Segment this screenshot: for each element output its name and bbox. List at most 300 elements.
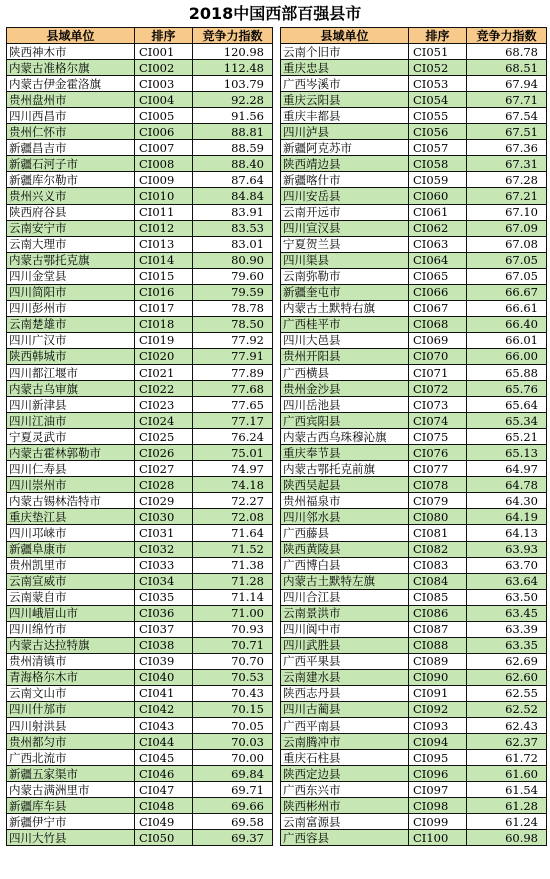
index-value-cell: 61.24 [467,814,547,830]
county-name-cell: 四川江油市 [7,413,135,429]
county-name-cell: 广西平南县 [281,718,409,734]
rank-code-cell: CI058 [409,156,467,172]
index-value-cell: 80.90 [193,252,273,268]
index-value-cell: 62.55 [467,685,547,701]
county-name-cell: 广西容县 [281,830,409,846]
index-value-cell: 88.81 [193,124,273,140]
index-value-cell: 77.91 [193,348,273,364]
index-value-cell: 67.51 [467,124,547,140]
table-row [281,669,547,685]
table-row [7,734,273,750]
county-name-cell: 云南蒙自市 [7,589,135,605]
rank-code-cell: CI046 [135,766,193,782]
rank-code-cell: CI056 [409,124,467,140]
rank-code-cell: CI094 [409,734,467,750]
table-row [7,461,273,477]
county-name-cell: 新疆喀什市 [281,172,409,188]
county-name-cell: 内蒙古锡林浩特市 [7,493,135,509]
rank-code-cell: CI051 [409,44,467,60]
index-value-cell: 67.36 [467,140,547,156]
county-name-cell: 内蒙古满洲里市 [7,782,135,798]
rank-code-cell: CI047 [135,782,193,798]
rank-code-cell: CI072 [409,381,467,397]
county-name-cell: 四川宣汉县 [281,220,409,236]
county-name-cell: 云南安宁市 [7,220,135,236]
index-value-cell: 67.10 [467,204,547,220]
index-value-cell: 69.66 [193,798,273,814]
table-row [7,637,273,653]
table-row [7,573,273,589]
header-index: 竞争力指数 [193,28,273,44]
index-value-cell: 63.50 [467,589,547,605]
rank-code-cell: CI044 [135,734,193,750]
table-row [7,445,273,461]
county-name-cell: 四川邻水县 [281,509,409,525]
county-name-cell: 四川合江县 [281,589,409,605]
county-name-cell: 四川安岳县 [281,188,409,204]
table-row [281,364,547,380]
rank-code-cell: CI037 [135,621,193,637]
county-name-cell: 四川崇州市 [7,477,135,493]
rank-code-cell: CI079 [409,493,467,509]
table-row [281,316,547,332]
rank-code-cell: CI085 [409,589,467,605]
table-row [281,541,547,557]
county-name-cell: 四川西昌市 [7,108,135,124]
county-name-cell: 内蒙古土默特左旗 [281,573,409,589]
index-value-cell: 72.27 [193,493,273,509]
page-title: 2018中国西部百强县市 [188,4,362,23]
county-name-cell: 重庆云阳县 [281,92,409,108]
county-name-cell: 云南大理市 [7,236,135,252]
table-row [281,701,547,717]
county-name-cell: 云南富源县 [281,814,409,830]
table-row [281,573,547,589]
rank-code-cell: CI023 [135,397,193,413]
table-row [281,685,547,701]
index-value-cell: 91.56 [193,108,273,124]
index-value-cell: 74.18 [193,477,273,493]
index-value-cell: 69.84 [193,766,273,782]
rank-code-cell: CI002 [135,60,193,76]
rank-code-cell: CI091 [409,685,467,701]
index-value-cell: 67.05 [467,268,547,284]
index-value-cell: 88.40 [193,156,273,172]
index-value-cell: 60.98 [467,830,547,846]
index-value-cell: 63.70 [467,557,547,573]
table-row [7,525,273,541]
rank-code-cell: CI045 [135,750,193,766]
rank-code-cell: CI034 [135,573,193,589]
index-value-cell: 67.08 [467,236,547,252]
county-name-cell: 陕西靖边县 [281,156,409,172]
index-value-cell: 66.01 [467,332,547,348]
rank-code-cell: CI020 [135,348,193,364]
county-name-cell: 四川新津县 [7,397,135,413]
rank-code-cell: CI050 [135,830,193,846]
rank-code-cell: CI035 [135,589,193,605]
table-row [281,445,547,461]
index-value-cell: 67.09 [467,220,547,236]
county-name-cell: 广西北流市 [7,750,135,766]
index-value-cell: 61.60 [467,766,547,782]
index-value-cell: 79.59 [193,284,273,300]
index-value-cell: 78.78 [193,300,273,316]
rank-code-cell: CI022 [135,381,193,397]
county-name-cell: 新疆阿克苏市 [281,140,409,156]
table-row [281,284,547,300]
rank-code-cell: CI027 [135,461,193,477]
table-row [281,348,547,364]
rank-code-cell: CI068 [409,316,467,332]
table-row [281,381,547,397]
table-row [281,830,547,846]
table-row [281,236,547,252]
table-row [281,766,547,782]
index-value-cell: 70.15 [193,701,273,717]
county-name-cell: 四川大邑县 [281,332,409,348]
table-row [7,493,273,509]
table-row [281,461,547,477]
rank-code-cell: CI021 [135,364,193,380]
county-name-cell: 贵州仁怀市 [7,124,135,140]
county-name-cell: 广西桂平市 [281,316,409,332]
county-name-cell: 云南楚雄市 [7,316,135,332]
table-row [7,364,273,380]
rank-code-cell: CI006 [135,124,193,140]
rank-code-cell: CI076 [409,445,467,461]
table-row [7,509,273,525]
table-row [281,798,547,814]
rank-code-cell: CI001 [135,44,193,60]
table-row [7,477,273,493]
index-value-cell: 67.28 [467,172,547,188]
county-name-cell: 广西宾阳县 [281,413,409,429]
header-rank: 排序 [135,28,193,44]
table-row [7,589,273,605]
index-value-cell: 103.79 [193,76,273,92]
rank-code-cell: CI073 [409,397,467,413]
rank-code-cell: CI048 [135,798,193,814]
table-row [7,236,273,252]
table-row [7,140,273,156]
rank-code-cell: CI054 [409,92,467,108]
index-value-cell: 63.35 [467,637,547,653]
table-row [7,814,273,830]
index-value-cell: 77.17 [193,413,273,429]
index-value-cell: 70.53 [193,669,273,685]
table-row [7,413,273,429]
county-name-cell: 四川大竹县 [7,830,135,846]
index-value-cell: 75.01 [193,445,273,461]
table-row [7,766,273,782]
rank-code-cell: CI053 [409,76,467,92]
table-row [281,108,547,124]
table-row [281,397,547,413]
rank-code-cell: CI030 [135,509,193,525]
table-row [281,477,547,493]
table-row [7,718,273,734]
table-row [281,814,547,830]
table-row [7,108,273,124]
table-row [7,316,273,332]
table-row [7,782,273,798]
county-name-cell: 陕西韩城市 [7,348,135,364]
county-name-cell: 重庆垫江县 [7,509,135,525]
rank-code-cell: CI017 [135,300,193,316]
index-value-cell: 70.43 [193,685,273,701]
rank-code-cell: CI084 [409,573,467,589]
table-row [281,605,547,621]
county-name-cell: 陕西府谷县 [7,204,135,220]
index-value-cell: 70.05 [193,718,273,734]
index-value-cell: 76.24 [193,429,273,445]
table-row [281,413,547,429]
index-value-cell: 71.52 [193,541,273,557]
index-value-cell: 77.89 [193,364,273,380]
index-value-cell: 77.65 [193,397,273,413]
rank-code-cell: CI008 [135,156,193,172]
index-value-cell: 77.92 [193,332,273,348]
table-row [7,204,273,220]
table-row [7,188,273,204]
county-name-cell: 陕西定边县 [281,766,409,782]
rank-code-cell: CI024 [135,413,193,429]
header-county: 县域单位 [281,28,409,44]
rank-code-cell: CI010 [135,188,193,204]
table-row [7,268,273,284]
rank-code-cell: CI086 [409,605,467,621]
index-value-cell: 65.21 [467,429,547,445]
county-name-cell: 重庆丰都县 [281,108,409,124]
index-value-cell: 66.67 [467,284,547,300]
county-name-cell: 青海格尔木市 [7,669,135,685]
county-name-cell: 四川峨眉山市 [7,605,135,621]
rank-code-cell: CI082 [409,541,467,557]
table-row [7,397,273,413]
rank-code-cell: CI089 [409,653,467,669]
rank-code-cell: CI011 [135,204,193,220]
table-row [281,156,547,172]
county-name-cell: 云南腾冲市 [281,734,409,750]
county-name-cell: 四川岳池县 [281,397,409,413]
county-name-cell: 贵州金沙县 [281,381,409,397]
rank-code-cell: CI069 [409,332,467,348]
index-value-cell: 79.60 [193,268,273,284]
index-value-cell: 120.98 [193,44,273,60]
rank-code-cell: CI032 [135,541,193,557]
index-value-cell: 65.64 [467,397,547,413]
index-value-cell: 112.48 [193,60,273,76]
index-value-cell: 92.28 [193,92,273,108]
county-name-cell: 广西藤县 [281,525,409,541]
county-name-cell: 宁夏灵武市 [7,429,135,445]
table-row [7,798,273,814]
rank-code-cell: CI009 [135,172,193,188]
table-row [7,557,273,573]
rank-code-cell: CI062 [409,220,467,236]
table-row [281,589,547,605]
county-name-cell: 贵州都匀市 [7,734,135,750]
table-row [281,750,547,766]
table-row [7,605,273,621]
table-row [7,348,273,364]
table-row [281,188,547,204]
table-row [7,381,273,397]
county-name-cell: 陕西志丹县 [281,685,409,701]
county-name-cell: 新疆伊宁市 [7,814,135,830]
table-row [281,557,547,573]
rank-code-cell: CI041 [135,685,193,701]
rank-code-cell: CI087 [409,621,467,637]
index-value-cell: 63.39 [467,621,547,637]
index-value-cell: 84.84 [193,188,273,204]
rank-code-cell: CI078 [409,477,467,493]
county-name-cell: 宁夏贺兰县 [281,236,409,252]
index-value-cell: 87.64 [193,172,273,188]
table-row [7,92,273,108]
table-row [281,718,547,734]
table-row [7,60,273,76]
index-value-cell: 70.03 [193,734,273,750]
county-name-cell: 广西博白县 [281,557,409,573]
county-name-cell: 内蒙古乌审旗 [7,381,135,397]
rank-code-cell: CI039 [135,653,193,669]
rank-code-cell: CI070 [409,348,467,364]
table-row [7,220,273,236]
rank-code-cell: CI064 [409,252,467,268]
table-row [7,252,273,268]
county-name-cell: 四川都江堰市 [7,364,135,380]
ranking-table-right [280,27,547,846]
county-name-cell: 贵州凯里市 [7,557,135,573]
table-row [7,300,273,316]
ranking-table-left [6,27,273,846]
table-row [7,124,273,140]
index-value-cell: 68.51 [467,60,547,76]
index-value-cell: 62.43 [467,718,547,734]
rank-code-cell: CI033 [135,557,193,573]
county-name-cell: 广西东兴市 [281,782,409,798]
rank-code-cell: CI007 [135,140,193,156]
county-name-cell: 四川古蔺县 [281,701,409,717]
index-value-cell: 63.93 [467,541,547,557]
rank-code-cell: CI005 [135,108,193,124]
county-name-cell: 内蒙古西乌珠穆沁旗 [281,429,409,445]
table-row [281,92,547,108]
county-name-cell: 四川邛崃市 [7,525,135,541]
index-value-cell: 71.28 [193,573,273,589]
rank-code-cell: CI074 [409,413,467,429]
index-value-cell: 70.93 [193,621,273,637]
index-value-cell: 78.50 [193,316,273,332]
table-row [281,76,547,92]
index-value-cell: 66.40 [467,316,547,332]
rank-code-cell: CI013 [135,236,193,252]
county-name-cell: 内蒙古鄂托克前旗 [281,461,409,477]
table-header-row [281,28,547,44]
table-row [7,701,273,717]
county-name-cell: 陕西神木市 [7,44,135,60]
county-name-cell: 新疆奎屯市 [281,284,409,300]
county-name-cell: 陕西黄陵县 [281,541,409,557]
county-name-cell: 新疆阜康市 [7,541,135,557]
index-value-cell: 65.76 [467,381,547,397]
county-name-cell: 重庆忠县 [281,60,409,76]
rank-code-cell: CI075 [409,429,467,445]
index-value-cell: 69.37 [193,830,273,846]
index-value-cell: 61.28 [467,798,547,814]
index-value-cell: 63.45 [467,605,547,621]
county-name-cell: 四川简阳市 [7,284,135,300]
table-row [7,669,273,685]
rank-code-cell: CI012 [135,220,193,236]
index-value-cell: 64.19 [467,509,547,525]
rank-code-cell: CI077 [409,461,467,477]
county-name-cell: 四川射洪县 [7,718,135,734]
county-name-cell: 内蒙古霍林郭勒市 [7,445,135,461]
county-name-cell: 云南弥勒市 [281,268,409,284]
index-value-cell: 83.91 [193,204,273,220]
rank-code-cell: CI018 [135,316,193,332]
county-name-cell: 内蒙古土默特右旗 [281,300,409,316]
rank-code-cell: CI004 [135,92,193,108]
index-value-cell: 65.13 [467,445,547,461]
table-row [281,653,547,669]
rank-code-cell: CI067 [409,300,467,316]
county-name-cell: 四川仁寿县 [7,461,135,477]
rank-code-cell: CI097 [409,782,467,798]
table-row [7,429,273,445]
index-value-cell: 68.78 [467,44,547,60]
rank-code-cell: CI043 [135,718,193,734]
table-row [281,124,547,140]
rank-code-cell: CI026 [135,445,193,461]
rank-code-cell: CI042 [135,701,193,717]
table-header-row [7,28,273,44]
table-row [7,750,273,766]
county-name-cell: 新疆库车县 [7,798,135,814]
rank-code-cell: CI080 [409,509,467,525]
index-value-cell: 61.72 [467,750,547,766]
rank-code-cell: CI049 [135,814,193,830]
rank-code-cell: CI071 [409,364,467,380]
table-row [7,172,273,188]
rank-code-cell: CI065 [409,268,467,284]
index-value-cell: 88.59 [193,140,273,156]
table-row [281,220,547,236]
county-name-cell: 四川彭州市 [7,300,135,316]
county-name-cell: 贵州清镇市 [7,653,135,669]
rank-code-cell: CI093 [409,718,467,734]
county-name-cell: 新疆昌吉市 [7,140,135,156]
county-name-cell: 贵州开阳县 [281,348,409,364]
county-name-cell: 四川阆中市 [281,621,409,637]
index-value-cell: 62.52 [467,701,547,717]
rank-code-cell: CI081 [409,525,467,541]
index-value-cell: 65.34 [467,413,547,429]
index-value-cell: 67.21 [467,188,547,204]
index-value-cell: 67.94 [467,76,547,92]
rank-code-cell: CI100 [409,830,467,846]
header-county: 县域单位 [7,28,135,44]
rank-code-cell: CI038 [135,637,193,653]
table-row [281,140,547,156]
county-name-cell: 内蒙古鄂托克旗 [7,252,135,268]
county-name-cell: 云南建水县 [281,669,409,685]
index-value-cell: 62.37 [467,734,547,750]
header-index: 竞争力指数 [467,28,547,44]
